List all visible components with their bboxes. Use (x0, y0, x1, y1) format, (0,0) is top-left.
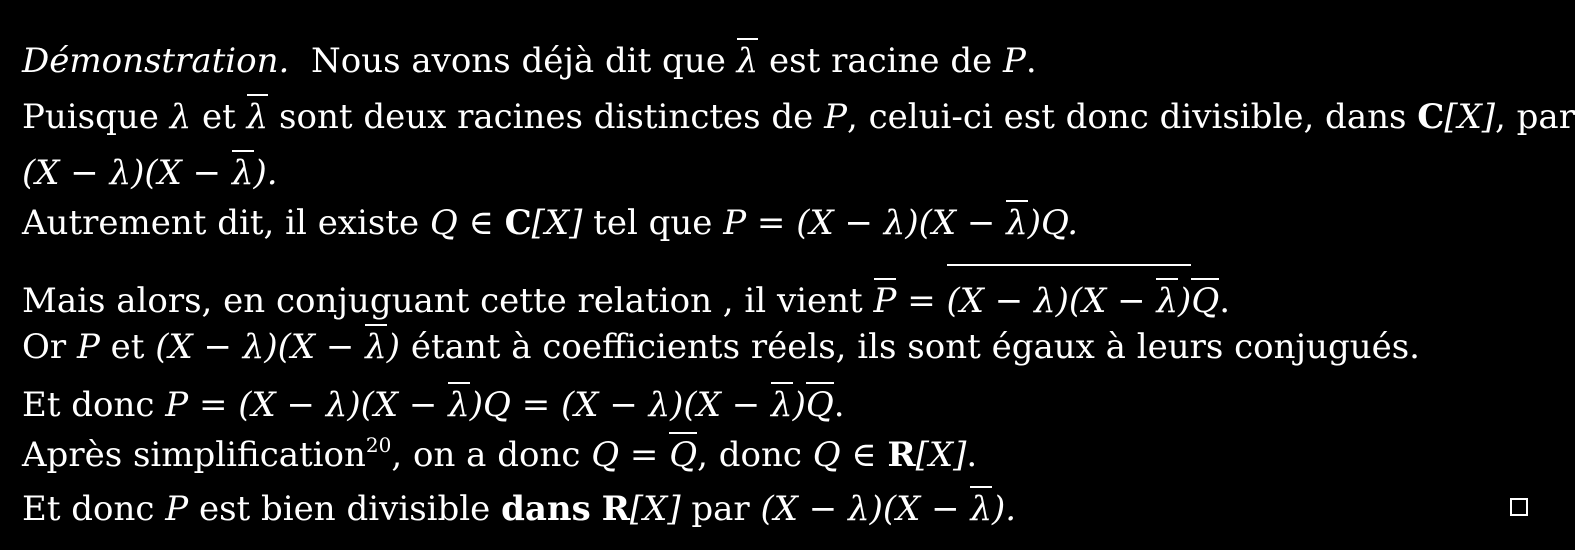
text: , celui-ci est donc divisible, dans (846, 97, 1418, 137)
dans-bold: dans (501, 489, 591, 529)
bracket-X: [X] (629, 489, 681, 529)
proof-line-7 (22, 382, 845, 425)
lambda-bar: λ (247, 94, 269, 134)
text: Et donc (22, 385, 166, 425)
text: Et donc (22, 489, 166, 529)
qed-square-icon (1510, 498, 1528, 516)
set-R: R (887, 435, 916, 475)
Q-bar: Q (1191, 278, 1219, 318)
Q-bar: Q (669, 432, 697, 472)
in-symbol: ∈ (457, 203, 505, 243)
set-C: C (1417, 97, 1445, 137)
proof-line-3 (22, 150, 278, 193)
lambda-bar: λ (232, 150, 254, 190)
text: . (1219, 281, 1230, 321)
lambda-bar: λ (771, 382, 793, 422)
Q-bar: Q (806, 382, 834, 422)
text: Puisque (22, 97, 170, 137)
lambda-bar: λ (970, 486, 992, 526)
formula: Q = (591, 435, 670, 475)
lambda-bar: λ (1006, 200, 1028, 240)
formula: ) (1178, 281, 1192, 321)
text: étant à coefficients réels, ils sont égaux à leurs conjugués. (400, 327, 1420, 367)
proof-line-9 (22, 486, 1017, 529)
text: , par (1495, 97, 1575, 137)
in-symbol: ∈ (840, 435, 888, 475)
text: tel que (582, 203, 724, 243)
proof-line-1 (22, 38, 1037, 81)
text: Après simplification (22, 435, 366, 475)
formula: ) (792, 385, 806, 425)
proof-line-6 (22, 324, 1420, 367)
proof-line-8 (22, 432, 978, 475)
conjugate-overline (946, 264, 1192, 321)
proof-line-5 (22, 264, 1230, 321)
bracket-X: [X] (915, 435, 967, 475)
text: , donc (697, 435, 813, 475)
var-Q: Q (812, 435, 841, 475)
proof-line-2 (22, 94, 1575, 137)
P-bar: P (874, 278, 897, 318)
text: . (1025, 41, 1037, 81)
set-C: C (504, 203, 532, 243)
space (591, 489, 602, 529)
text: , on a donc (391, 435, 592, 475)
var-P: P (165, 489, 189, 529)
formula: (X − λ)(X − (946, 281, 1157, 321)
bracket-X: [X] (531, 203, 583, 243)
text: est bien divisible (188, 489, 502, 529)
text: et (99, 327, 156, 367)
proof-label: Démonstration. (22, 41, 290, 81)
lambda-bar: λ (737, 38, 759, 78)
var-P: P (1003, 41, 1026, 81)
text: Or (22, 327, 77, 367)
formula: (X − λ)(X − (155, 327, 366, 367)
proof-line-4 (22, 200, 1079, 243)
lambda-bar: λ (1156, 278, 1178, 318)
set-R: R (601, 489, 630, 529)
lambda: λ (169, 97, 192, 137)
formula: P = (X − λ)(X − (723, 203, 1007, 243)
formula: (X − λ)(X − (760, 489, 971, 529)
equals: = (896, 281, 947, 321)
text: . (966, 435, 978, 475)
formula: )Q = (X − λ)(X − (469, 385, 771, 425)
text: est racine de (758, 41, 1004, 81)
text: . (833, 385, 845, 425)
text: Mais alors, en conjuguant cette relation , il vient (22, 281, 874, 321)
formula: ). (253, 153, 278, 193)
formula: ) (386, 327, 401, 367)
text: sont deux racines distinctes de (268, 97, 825, 137)
text: Autrement dit, il existe (22, 203, 430, 243)
var-P: P (76, 327, 100, 367)
formula: (X − λ)(X − (22, 153, 232, 193)
footnote-marker[interactable]: 20 (365, 433, 392, 457)
formula: ). (992, 489, 1017, 529)
lambda-bar: λ (448, 382, 470, 422)
text: Nous avons déjà dit que (310, 41, 737, 81)
formula: P = (X − λ)(X − (165, 385, 449, 425)
var-Q: Q (429, 203, 458, 243)
lambda-bar: λ (365, 324, 387, 364)
text: par (680, 489, 761, 529)
var-P: P (824, 97, 847, 137)
bracket-X: [X] (1444, 97, 1496, 137)
formula: )Q. (1027, 203, 1079, 243)
text: et (191, 97, 247, 137)
